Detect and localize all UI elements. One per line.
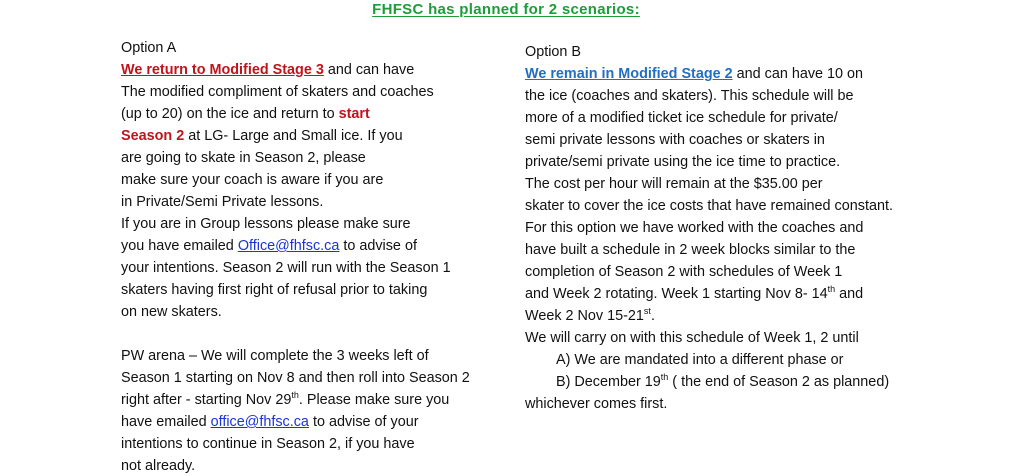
option-b-line: For this option we have worked with the coaches and bbox=[525, 220, 864, 236]
option-b-line: The cost per hour will remain at the $35.00 per bbox=[525, 176, 823, 192]
option-b-line: We remain in Modified Stage 2 and can have 10 on bbox=[525, 66, 864, 82]
option-b-line: whichever comes first. bbox=[525, 396, 668, 412]
pw-arena-line: Season 1 starting on Nov 8 and then roll into Season 2 bbox=[121, 370, 470, 386]
option-b-stage-link: We remain in Modified Stage 2 bbox=[525, 66, 733, 82]
option-a-line: on new skaters. bbox=[121, 304, 222, 320]
option-b-line: Week 2 Nov 15-21st. bbox=[525, 306, 655, 324]
option-a-line: skaters having first right of refusal prior to taking bbox=[121, 282, 428, 298]
pw-arena-line: have emailed office@fhfsc.ca to advise of your bbox=[121, 414, 419, 430]
option-a-line: (up to 20) on the ice and return to start bbox=[121, 106, 370, 122]
option-a-line: you have emailed Office@fhfsc.ca to advise of bbox=[121, 238, 417, 254]
pw-arena-line: intentions to continue in Season 2, if you have bbox=[121, 436, 415, 452]
start-highlight: start bbox=[338, 106, 370, 122]
option-b-line: more of a modified ticket ice schedule for private/ bbox=[525, 110, 838, 126]
option-b-line: skater to cover the ice costs that have remained constant. bbox=[525, 198, 893, 214]
option-b-line: completion of Season 2 with schedules of Week 1 bbox=[525, 264, 843, 280]
page-title: FHFSC has planned for 2 scenarios: bbox=[372, 1, 640, 18]
office-email-link-2[interactable]: office@fhfsc.ca bbox=[210, 414, 309, 430]
option-b-line: and Week 2 rotating. Week 1 starting Nov 8- 14th and bbox=[525, 284, 864, 302]
option-a-line: in Private/Semi Private lessons. bbox=[121, 194, 324, 210]
option-a-line: We return to Modified Stage 3 and can have bbox=[121, 62, 415, 78]
pw-arena-line: right after - starting Nov 29th. Please make sure you bbox=[121, 390, 450, 408]
list-item-a: A) We are mandated into a different phase or bbox=[556, 352, 844, 368]
option-a-line: make sure your coach is aware if you are bbox=[121, 172, 384, 188]
option-a-line: Season 2 at LG- Large and Small ice. If you bbox=[121, 128, 403, 144]
option-b-line: have built a schedule in 2 week blocks similar to the bbox=[525, 242, 856, 258]
option-a-line: The modified compliment of skaters and coaches bbox=[121, 84, 434, 100]
option-a-line: If you are in Group lessons please make sure bbox=[121, 216, 411, 232]
option-b-heading: Option B bbox=[525, 44, 581, 60]
option-a-stage-link: We return to Modified Stage 3 bbox=[121, 62, 324, 78]
option-a-line: your intentions. Season 2 will run with the Season 1 bbox=[121, 260, 451, 276]
option-b-line: We will carry on with this schedule of Week 1, 2 until bbox=[525, 330, 859, 346]
option-a-line: are going to skate in Season 2, please bbox=[121, 150, 366, 166]
pw-arena-line: not already. bbox=[121, 458, 196, 474]
option-b-line: semi private lessons with coaches or skaters in bbox=[525, 132, 825, 148]
option-b-line: private/semi private using the ice time to practice. bbox=[525, 154, 841, 170]
office-email-link[interactable]: Office@fhfsc.ca bbox=[237, 238, 340, 254]
option-b-line: the ice (coaches and skaters). This schedule will be bbox=[525, 88, 854, 104]
pw-arena-line: PW arena – We will complete the 3 weeks left of bbox=[121, 348, 429, 364]
option-a-heading: Option A bbox=[121, 40, 177, 56]
list-item-b: B) December 19th ( the end of Season 2 as planned) bbox=[556, 372, 890, 390]
season2-highlight: Season 2 bbox=[121, 128, 185, 144]
